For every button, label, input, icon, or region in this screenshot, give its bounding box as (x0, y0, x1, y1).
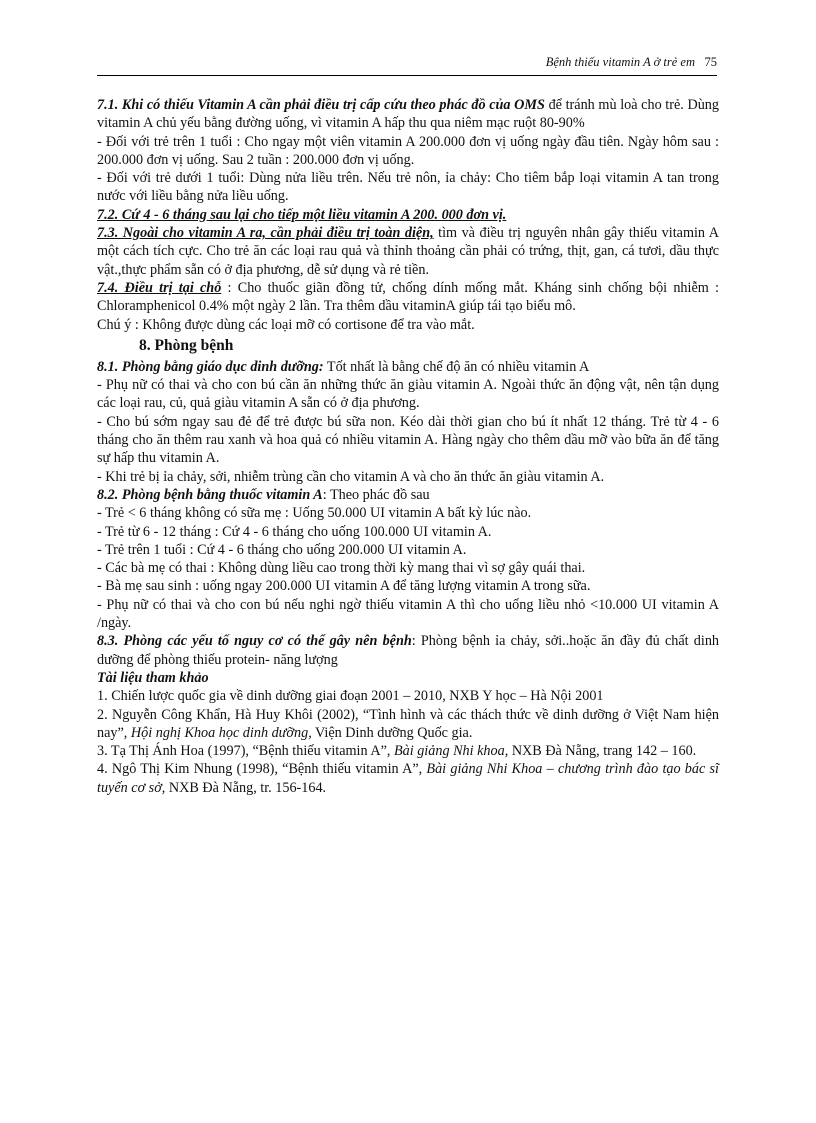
section-8-3 (97, 632, 719, 669)
section-8-1-title: 8.1. Phòng bằng giáo dục dinh dưỡng: (97, 358, 324, 375)
note: Chú ý : Không được dùng các loại mỡ có cortisone để tra vào mắt. (97, 316, 475, 333)
references-title: Tài liệu tham khảo (97, 669, 209, 686)
section-7-4-title: 7.4. Điều trị tại chỗ (97, 279, 222, 296)
section-8-2-text: : Theo phác đồ sau (322, 486, 430, 503)
reference-item: 1. Chiến lược quốc gia về dinh dưỡng giai đoạn 2001 – 2010, NXB Y học – Hà Nội 2001 (97, 688, 604, 705)
section-7-4-text: : Cho thuốc giãn đồng tử, chống dính mống mắt. Kháng sinh chống bội nhiễm : Chloramphenicol 0.4% một ngày 2 lần. Tra thêm dầu vitaminA giúp tái tạo biểu mô. (97, 279, 719, 315)
paragraph: - Đối với trẻ dưới 1 tuổi: Dùng nửa liều trên. Nếu trẻ nôn, ỉa chảy: Cho tiêm bắp loại vitamin A tan trong nước với liều bằng nửa liều uống. (97, 170, 719, 205)
list-item: - Bà mẹ sau sinh : uống ngay 200.000 UI vitamin A để tăng lượng vitamin A trong sữa. (97, 578, 591, 595)
paragraph: - Đối với trẻ trên 1 tuổi : Cho ngay một viên vitamin A 200.000 đơn vị uống ngày đầu tiên. Ngày hôm sau : 200.000 đơn vị uống. Sau 2 tuần : 200.000 đơn vị uống. (97, 133, 719, 168)
reference-item: 4. Ngô Thị Kim Nhung (1998), “Bệnh thiếu vitamin A”, Bài giảng Nhi Khoa – chương trình đào tạo bác sĩ tuyến cơ sở, NXB Đà Nẵng, tr. 156-164. (97, 761, 719, 796)
reference-item: 3. Tạ Thị Ánh Hoa (1997), “Bệnh thiếu vitamin A”, Bài giảng Nhi khoa, NXB Đà Nẵng, trang 142 – 160. (97, 743, 697, 760)
section-8-1 (97, 358, 719, 376)
section-7-3 (97, 224, 719, 279)
section-7-1-title: 7.1. Khi có thiếu Vitamin A cần phải điều trị cấp cứu theo phác đồ của OMS (97, 97, 545, 113)
reference-item: 2. Nguyễn Công Khẩn, Hà Huy Khôi (2002), “Tình hình và các thách thức về dinh dưỡng ở Việt Nam hiện nay”, Hội nghị Khoa học dinh dưỡng, Viện Dinh dưỡng Quốc gia. (97, 706, 719, 741)
page-body (97, 96, 719, 797)
paragraph: - Cho bú sớm ngay sau đẻ để trẻ được bú sữa non. Kéo dài thời gian cho bú ít nhất 12 tháng. Trẻ từ 4 - 6 tháng cho ăn thêm rau xanh và hoa quả có nhiều vitamin A. Hàng ngày cho thêm dầu mỡ vào bữa ăn để tăng sự hấp thu vitamin A. (97, 413, 719, 467)
paragraph: - Khi trẻ bị ỉa chảy, sởi, nhiễm trùng cần cho vitamin A và cho ăn thức ăn giàu vitamin A. (97, 468, 605, 485)
list-item: - Trẻ từ 6 - 12 tháng : Cứ 4 - 6 tháng cho uống 100.000 UI vitamin A. (97, 523, 492, 540)
list-item: - Trẻ trên 1 tuổi : Cứ 4 - 6 tháng cho uống 200.000 UI vitamin A. (97, 541, 467, 558)
section-8-2 (97, 486, 719, 504)
paragraph: - Phụ nữ có thai và cho con bú cần ăn những thức ăn giàu vitamin A. Ngoài thức ăn động vật, nên tận dụng các loại rau, củ, quả giàu vitamin A sẵn có ở địa phương. (97, 377, 719, 412)
section-7-1-text: để tránh mù loà cho trẻ. Dùng vitamin A chủ yếu bằng đường uống, vì vitamin A hấp thu qua niêm mạc ruột 80-90% (97, 97, 719, 132)
section-7-2 (97, 206, 719, 224)
section-7-4 (97, 279, 719, 316)
section-8-1-text: Tốt nhất là bằng chế độ ăn có nhiều vitamin A (323, 358, 590, 375)
section-8-3-text: : Phòng bệnh ỉa chảy, sởi..hoặc ăn đầy đủ chất dinh dưỡng để phòng thiếu protein- năng lượng (97, 633, 720, 668)
section-7-2-title: 7.2. Cứ 4 - 6 tháng sau lại cho tiếp một liều vitamin A 200. 000 đơn vị. (97, 206, 507, 223)
list-item: - Trẻ < 6 tháng không có sữa mẹ : Uống 50.000 UI vitamin A bất kỳ lúc nào. (97, 505, 532, 522)
section-8-title: 8. Phòng bệnh (139, 336, 234, 354)
list-item: - Các bà mẹ có thai : Không dùng liều cao trong thời kỳ mang thai vì sợ gây quái thai. (97, 560, 586, 577)
section-7-3-text: tìm và điều trị nguyên nhân gây thiếu vitamin A một cách tích cực. Cho trẻ ăn các loại rau quả và thỉnh thoảng cần phải có trứng, thịt, gan, cá tươi, dầu thực vật.,thực phẩm sẵn có ở địa phương, dễ sử dụng và rẻ tiền. (97, 225, 719, 278)
running-title: Bệnh thiếu vitamin A ở trẻ em (545, 55, 695, 69)
header-rule (97, 75, 717, 76)
list-item: - Phụ nữ có thai và cho con bú nếu nghi ngờ thiếu vitamin A thì cho uống liều nhỏ <10.000 UI vitamin A /ngày. (97, 596, 719, 632)
page-header (97, 55, 717, 77)
section-7-3-title: 7.3. Ngoài cho vitamin A ra, cần phải điều trị toàn diện, (97, 225, 434, 242)
section-8-2-title: 8.2. Phòng bệnh bằng thuốc vitamin A (97, 486, 323, 503)
section-7-1 (97, 96, 719, 133)
section-8-3-title: 8.3. Phòng các yếu tố nguy cơ có thể gây nên bệnh (97, 633, 412, 650)
page-number: 75 (704, 55, 717, 69)
